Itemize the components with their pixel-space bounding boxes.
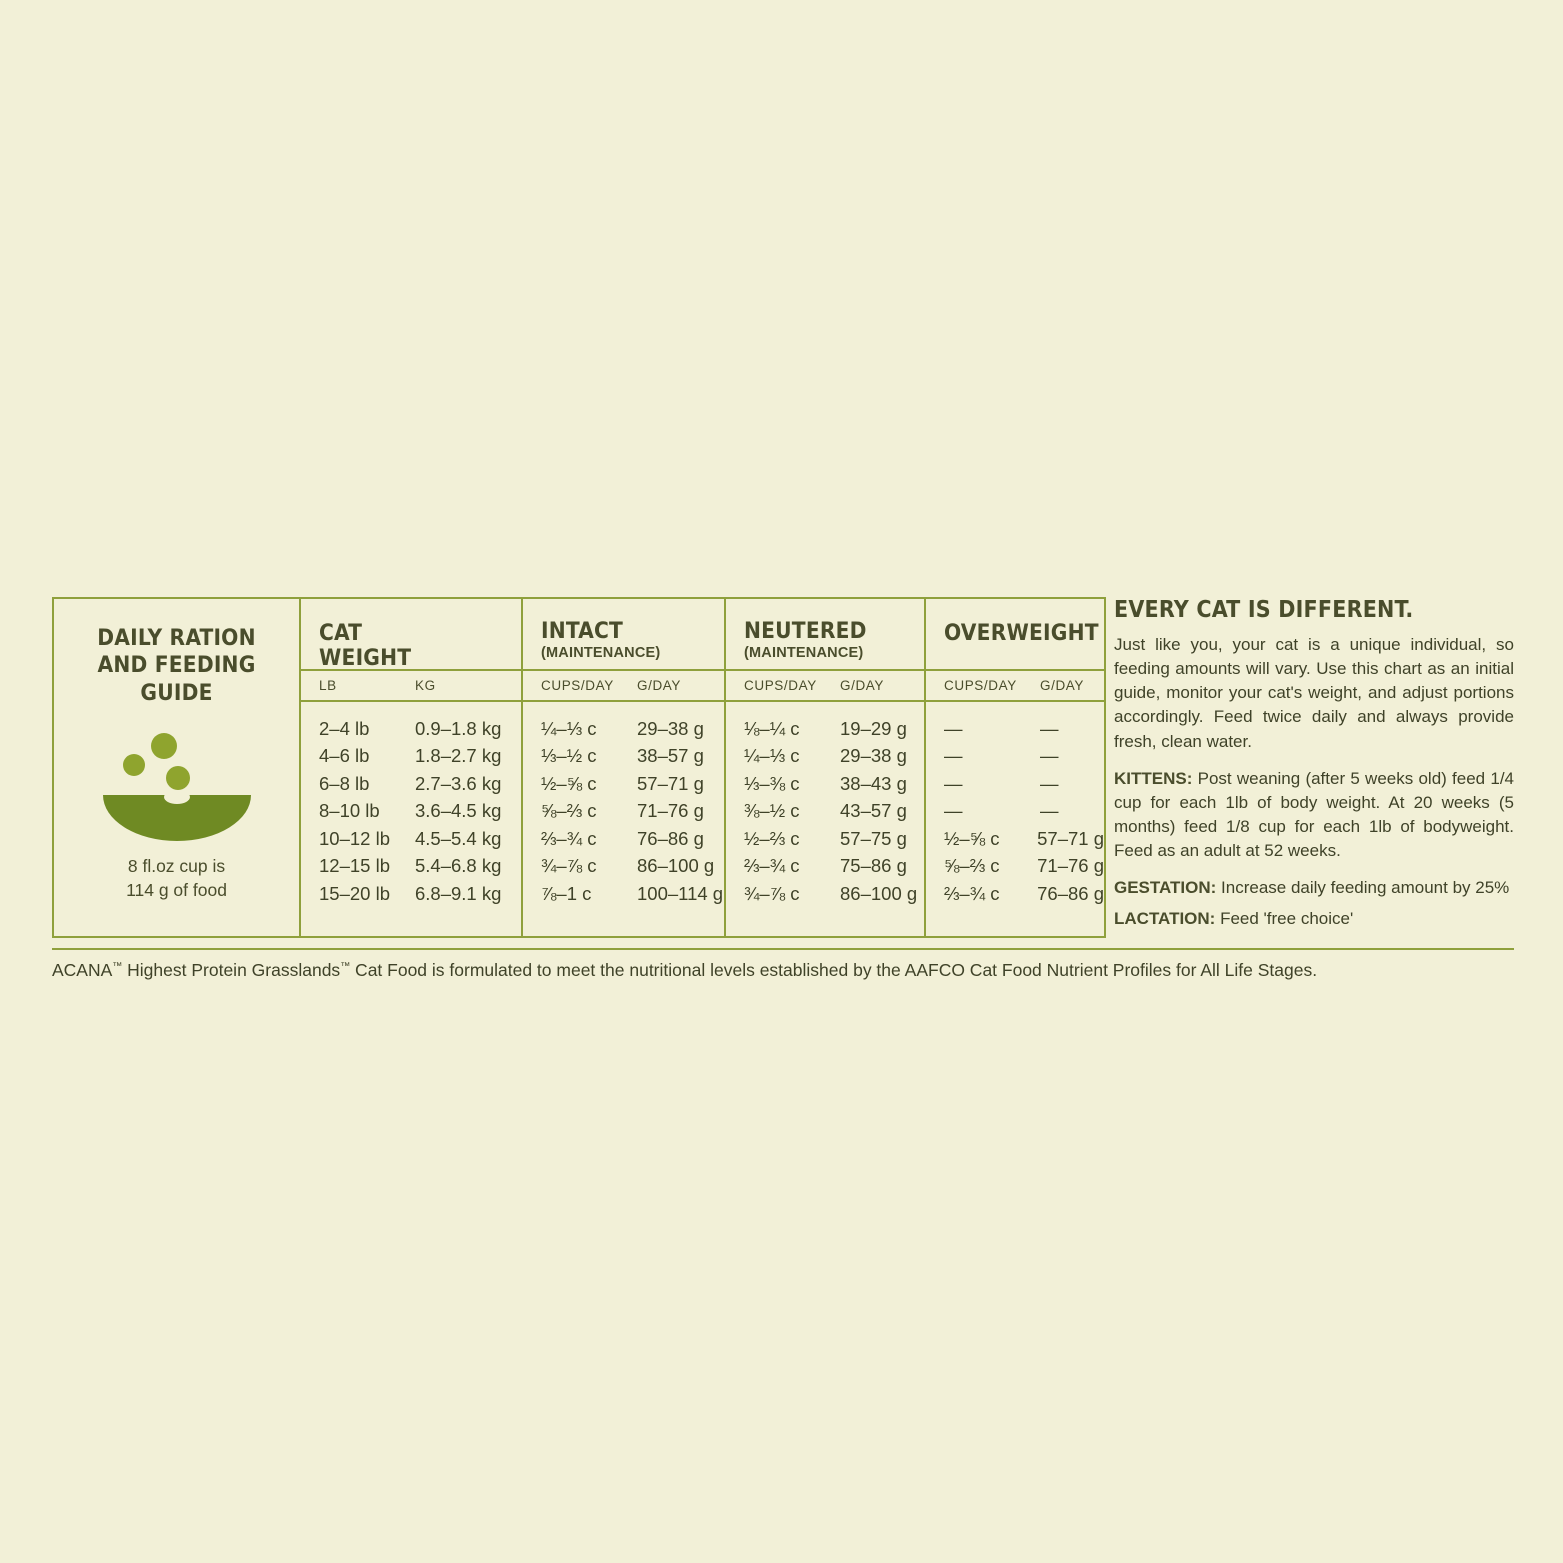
lactation-paragraph bbox=[1114, 907, 1514, 931]
subheader-g-day: G/DAY bbox=[840, 678, 885, 693]
cell-kg: 5.4–6.8 kg bbox=[415, 855, 502, 877]
cell-grams: 100–114 g bbox=[637, 882, 724, 904]
cup-note-line2: 114 g of food bbox=[126, 879, 227, 900]
cell-cups: ⅜–½ c bbox=[744, 800, 800, 822]
subheader-cups-day: CUPS/DAY bbox=[944, 678, 1017, 693]
table-row bbox=[744, 798, 924, 826]
cell-kg: 2.7–3.6 kg bbox=[415, 772, 502, 794]
cell-cups: ¼–⅓ c bbox=[541, 717, 597, 739]
table-row bbox=[541, 853, 724, 881]
kittens-text: Post weaning (after 5 weeks old) feed 1/4 cup for each 1lb of body weight. At 20 weeks (5 months) feed 1/8 cup for each 1lb of bodyweight. Feed as an adult at 52 weeks. bbox=[1114, 768, 1514, 860]
cell-grams: 57–75 g bbox=[840, 827, 907, 849]
daily-ration-guide bbox=[52, 597, 1514, 981]
table-row bbox=[944, 825, 1104, 853]
column-neutered bbox=[726, 599, 926, 936]
footer-divider bbox=[52, 948, 1514, 950]
table-row bbox=[541, 770, 724, 798]
cell-grams: 43–57 g bbox=[840, 800, 907, 822]
guide-row bbox=[52, 597, 1514, 938]
cell-cups: ⅛–¼ c bbox=[744, 717, 800, 739]
cell-cups: ½–⅔ c bbox=[744, 827, 800, 849]
cell-grams: — bbox=[1040, 800, 1059, 822]
subheader-g-day: G/DAY bbox=[1040, 678, 1085, 693]
cell-cups: ½–⅝ c bbox=[944, 827, 1000, 849]
cell-grams: — bbox=[1040, 745, 1059, 767]
cell-kg: 4.5–5.4 kg bbox=[415, 827, 502, 849]
cell-cups: ⅝–⅔ c bbox=[944, 855, 1000, 877]
cell-cups: — bbox=[944, 745, 963, 767]
every-cat-intro: Just like you, your cat is a unique individual, so feeding amounts will vary. Use this chart as an initial guide, monitor your cat's weight, and adjust portions accordingly. Feed twice daily and always provide fresh, clean water. bbox=[1114, 635, 1514, 751]
table-row bbox=[319, 853, 521, 881]
cell-kg: 0.9–1.8 kg bbox=[415, 717, 502, 739]
column-neutered-title: NEUTERED bbox=[744, 618, 867, 644]
trademark-icon: ™ bbox=[112, 961, 123, 973]
column-cat-weight-title-line2: WEIGHT bbox=[319, 645, 412, 672]
cell-grams: 86–100 g bbox=[840, 882, 918, 904]
table-row bbox=[744, 715, 924, 743]
cell-kg: 1.8–2.7 kg bbox=[415, 745, 502, 767]
column-overweight-header bbox=[926, 599, 1104, 669]
table-row bbox=[944, 880, 1104, 908]
aafco-statement bbox=[52, 960, 1514, 981]
table-row bbox=[319, 798, 521, 826]
food-bowl-icon-svg bbox=[77, 723, 277, 841]
table-row bbox=[744, 743, 924, 771]
cell-cups: ⅔–¾ c bbox=[744, 855, 800, 877]
cell-lb: 15–20 lb bbox=[319, 882, 390, 904]
table-row bbox=[541, 825, 724, 853]
column-cat-weight-header bbox=[301, 599, 521, 672]
daily-ration-cell bbox=[54, 599, 301, 936]
cell-lb: 2–4 lb bbox=[319, 717, 370, 739]
subheader-cups-day: CUPS/DAY bbox=[744, 678, 817, 693]
cell-grams: 75–86 g bbox=[840, 855, 907, 877]
cell-grams: 19–29 g bbox=[840, 717, 907, 739]
lactation-label: LACTATION: bbox=[1114, 909, 1216, 929]
column-intact-title: INTACT bbox=[541, 618, 624, 644]
cell-grams: — bbox=[1040, 717, 1059, 739]
cell-grams: 38–57 g bbox=[637, 745, 704, 767]
neutered-rows bbox=[726, 702, 924, 922]
cell-cups: ⅔–¾ c bbox=[541, 827, 597, 849]
table-row bbox=[319, 880, 521, 908]
table-row bbox=[944, 770, 1104, 798]
column-overweight bbox=[926, 599, 1104, 936]
table-row bbox=[319, 715, 521, 743]
table-row bbox=[319, 770, 521, 798]
cell-grams: 76–86 g bbox=[1037, 882, 1104, 904]
cell-grams: — bbox=[1040, 772, 1059, 794]
cell-cups: ¾–⅞ c bbox=[541, 855, 597, 877]
column-intact-subheader bbox=[523, 669, 724, 702]
table-row bbox=[319, 743, 521, 771]
cell-cups: ½–⅝ c bbox=[541, 772, 597, 794]
subheader-kg: KG bbox=[415, 678, 436, 693]
table-row bbox=[541, 715, 724, 743]
intact-rows bbox=[523, 702, 724, 922]
subheader-lb: LB bbox=[319, 678, 337, 693]
column-intact bbox=[523, 599, 726, 936]
column-neutered-header bbox=[726, 599, 924, 669]
cell-cups: ⅔–¾ c bbox=[944, 882, 1000, 904]
gestation-paragraph bbox=[1114, 876, 1514, 900]
cell-kg: 3.6–4.5 kg bbox=[415, 800, 502, 822]
cell-lb: 6–8 lb bbox=[319, 772, 370, 794]
column-intact-header bbox=[523, 599, 724, 669]
gestation-text: Increase daily feeding amount by 25% bbox=[1216, 878, 1510, 898]
daily-ration-title bbox=[64, 625, 289, 707]
table-row bbox=[744, 853, 924, 881]
cell-grams: 71–76 g bbox=[1037, 855, 1104, 877]
cell-cups: — bbox=[944, 800, 963, 822]
table-row bbox=[944, 853, 1104, 881]
cell-cups: ⅝–⅔ c bbox=[541, 800, 597, 822]
cell-cups: ¼–⅓ c bbox=[744, 745, 800, 767]
column-cat-weight-subheader bbox=[301, 669, 521, 702]
cell-cups: — bbox=[944, 772, 963, 794]
column-cat-weight bbox=[301, 599, 523, 936]
cell-cups: — bbox=[944, 717, 963, 739]
table-row bbox=[744, 880, 924, 908]
aafco-product: Highest Protein Grasslands bbox=[122, 960, 341, 981]
cell-cups: ⅓–½ c bbox=[541, 745, 597, 767]
cell-cups: ⅓–⅜ c bbox=[744, 772, 800, 794]
gestation-label: GESTATION: bbox=[1114, 878, 1217, 898]
table-row bbox=[541, 880, 724, 908]
cell-kg: 6.8–9.1 kg bbox=[415, 882, 502, 904]
overweight-rows bbox=[926, 702, 1104, 922]
cat-weight-rows bbox=[301, 702, 521, 922]
column-neutered-subtitle: (MAINTENANCE) bbox=[744, 645, 864, 662]
subheader-cups-day: CUPS/DAY bbox=[541, 678, 614, 693]
cell-lb: 8–10 lb bbox=[319, 800, 380, 822]
trademark-icon: ™ bbox=[340, 961, 351, 973]
table-row bbox=[319, 825, 521, 853]
cell-grams: 76–86 g bbox=[637, 827, 704, 849]
cell-lb: 4–6 lb bbox=[319, 745, 370, 767]
table-row bbox=[744, 770, 924, 798]
cell-cups: ¾–⅞ c bbox=[744, 882, 800, 904]
cell-lb: 10–12 lb bbox=[319, 827, 390, 849]
cell-grams: 86–100 g bbox=[637, 855, 715, 877]
aafco-brand: ACANA bbox=[52, 960, 113, 981]
daily-ration-title-line2: AND FEEDING GUIDE bbox=[97, 652, 256, 706]
table-row bbox=[944, 743, 1104, 771]
table-row bbox=[944, 715, 1104, 743]
cup-note-line1: 8 fl.oz cup is bbox=[127, 856, 226, 877]
aafco-text: Cat Food is formulated to meet the nutritional levels established by the AAFCO Cat Food Nutrient Profiles for All Life Stages. bbox=[350, 960, 1318, 981]
column-overweight-subheader bbox=[926, 669, 1104, 702]
column-overweight-title: OVERWEIGHT bbox=[944, 620, 1099, 646]
every-cat-title: EVERY CAT IS DIFFERENT. bbox=[1114, 597, 1414, 623]
every-cat-panel bbox=[1114, 597, 1514, 938]
lactation-text: Feed 'free choice' bbox=[1215, 909, 1354, 929]
cell-cups: ⅞–1 c bbox=[541, 882, 592, 904]
daily-ration-title-line1: DAILY RATION bbox=[97, 625, 256, 651]
table-row bbox=[744, 825, 924, 853]
kittens-paragraph bbox=[1114, 767, 1514, 864]
cell-grams: 29–38 g bbox=[840, 745, 907, 767]
cell-grams: 57–71 g bbox=[637, 772, 704, 794]
food-bowl-icon bbox=[77, 723, 277, 841]
column-intact-subtitle: (MAINTENANCE) bbox=[541, 645, 661, 662]
table-row bbox=[944, 798, 1104, 826]
cell-grams: 29–38 g bbox=[637, 717, 704, 739]
column-cat-weight-title-line1: CAT bbox=[319, 620, 363, 646]
table-row bbox=[541, 743, 724, 771]
cell-grams: 57–71 g bbox=[1037, 827, 1104, 849]
feeding-table bbox=[52, 597, 1106, 938]
column-neutered-subheader bbox=[726, 669, 924, 702]
subheader-g-day: G/DAY bbox=[637, 678, 682, 693]
cell-grams: 71–76 g bbox=[637, 800, 704, 822]
cell-lb: 12–15 lb bbox=[319, 855, 390, 877]
kittens-label: KITTENS: bbox=[1114, 768, 1193, 788]
table-row bbox=[541, 798, 724, 826]
cup-conversion-note bbox=[126, 855, 227, 902]
cell-grams: 38–43 g bbox=[840, 772, 907, 794]
